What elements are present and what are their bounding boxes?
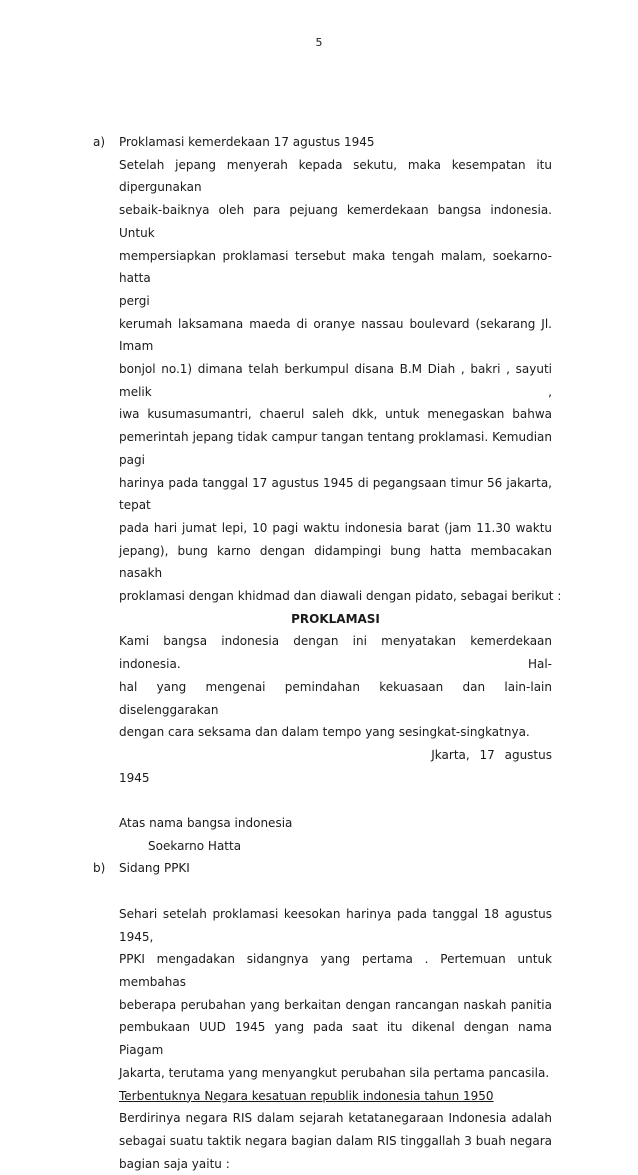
place-date: Jkarta, 17 agustus [431,747,552,762]
paragraph-line: proklamasi dengan khidmad dan diawali dengan pidato, sebagai berikut : [119,589,562,604]
page-number: 5 [315,36,323,49]
proklamasi-text-line: dengan cara seksama dan dalam tempo yang sesingkat-singkatnya. [119,725,530,740]
paragraph-line: sebagai suatu taktik negara bagian dalam RIS tinggallah 3 buah negara [119,1133,552,1148]
date-year: 1945 [119,770,150,785]
blank-line [119,789,552,812]
paragraph-line: Berdirinya negara RIS dalam sejarah ketatanegaraan Indonesia adalah [119,1111,552,1126]
paragraph-line: Jakarta, terutama yang menyangkut perubahan sila pertama pancasila. [119,1065,550,1080]
paragraph-line: kerumah laksamana maeda di oranye nassau boulevard (sekarang Jl. Imam [119,316,552,354]
signed-on-behalf: Atas nama bangsa indonesia [119,816,293,831]
section-a-marker: a) [93,135,106,149]
proklamasi-text-line: hal yang mengenai pemindahan kekuasaan dan lain-lain diselenggarakan [119,679,552,717]
section-b-title: Sidang PPKI [119,861,190,876]
proklamasi-text-line: Kami bangsa indonesia dengan ini menyatakan kemerdekaan indonesia. Hal- [119,634,552,672]
section-a-heading [93,131,552,154]
paragraph-line: Sehari setelah proklamasi keesokan harinya pada tanggal 18 agustus 1945, [119,906,552,944]
document-body [93,131,562,1175]
paragraph-line: mempersiapkan proklamasi tersebut maka tengah malam, soekarno-hatta [119,248,552,286]
section-b-marker: b) [93,861,106,876]
paragraph-line: PPKI mengadakan sidangnya yang pertama . Pertemuan untuk membahas [119,952,552,989]
paragraph-line: pemerintah jepang tidak campur tangan tentang proklamasi. Kemudian pagi [119,430,552,467]
paragraph-line: bagian saja yaitu : [119,1156,230,1171]
paragraph-line: sebaik-baiknya oleh para pejuang kemerdekaan bangsa indonesia. Untuk [119,203,552,240]
blank-line [119,880,552,903]
paragraph-line: Setelah jepang menyerah kepada sekutu, maka kesempatan itu dipergunakan [119,157,552,195]
section-b-heading [93,857,552,880]
section-a-body [93,154,562,858]
section-b-body [93,880,552,1175]
proklamasi-heading: PROKLAMASI [291,611,380,626]
paragraph-line: harinya pada tanggal 17 agustus 1945 di pegangsaan timur 56 jakarta, tepat [119,475,552,513]
paragraph-line: pembukaan UUD 1945 yang pada saat itu dikenal dengan nama Piagam [119,1020,552,1058]
paragraph-line: jepang), bung karno dengan didampingi bung hatta membacakan nasakh [119,543,552,581]
paragraph-line: bonjol no.1) dimana telah berkumpul disana B.M Diah , bakri , sayuti melik , [119,362,552,399]
section-a-title: Proklamasi kemerdekaan 17 agustus 1945 [119,135,375,149]
subheading: Terbentuknya Negara kesatuan republik indonesia tahun 1950 [119,1088,494,1103]
paragraph-line: beberapa perubahan yang berkaitan dengan rancangan naskah panitia [119,997,552,1012]
paragraph-line: pada hari jumat lepi, 10 pagi waktu indonesia barat (jam 11.30 waktu [119,520,552,535]
paragraph-line: iwa kusumasumantri, chaerul saleh dkk, untuk menegaskan bahwa [119,407,552,422]
signatories: Soekarno Hatta [148,838,242,853]
paragraph-line: pergi [119,293,150,308]
